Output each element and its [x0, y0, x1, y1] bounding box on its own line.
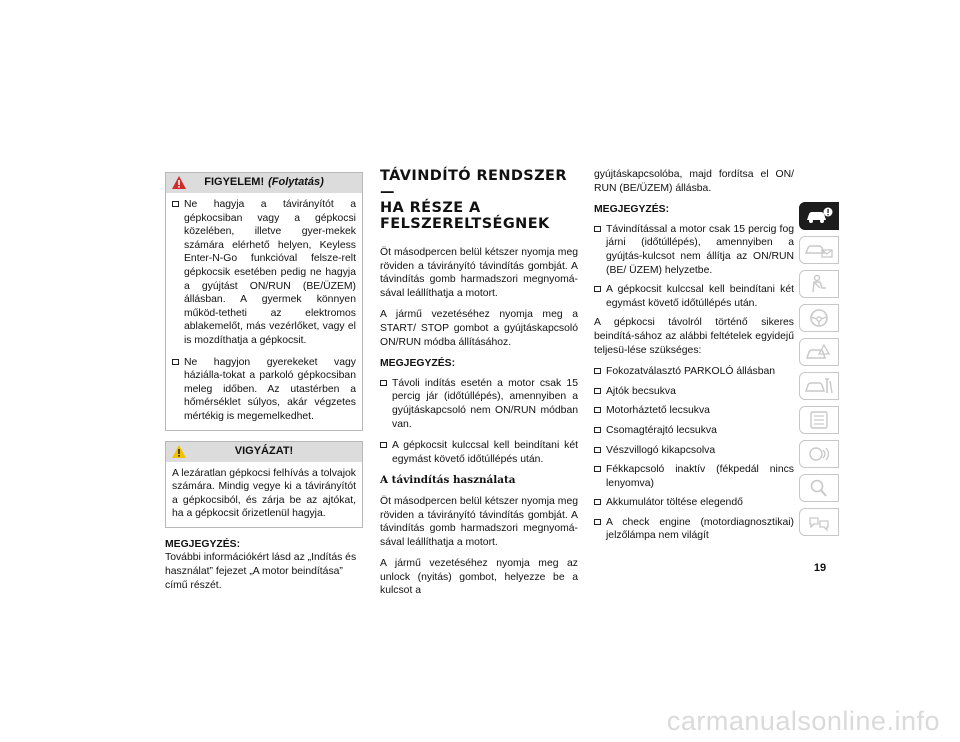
bullet-square-icon [594, 519, 601, 525]
tab-car-crash[interactable] [799, 338, 839, 366]
note-label: MEGJEGYZÉS: [594, 204, 670, 216]
list-item: Ne hagyja a távirányítót a gépkocsiban vagy a gépkocsi közelében, illetve gyer-mekek számára elérhető helyen, Keyless Enter-N-Go funkcióval felsze-relt gépkocsik esetében pedig ne hagyja a gyújtást ON/RUN (BE/ÜZEM) állásban. A gyermek könnyen működ-tetheti az elektromos ablakemelőt, más vezérlőket, vagy el is mozdíthatja a gépkocsit. [172, 198, 356, 348]
warning-box-title-suffix: (Folytatás) [268, 176, 324, 189]
bullet-square-icon [594, 368, 601, 374]
bullet-square-icon [172, 201, 179, 207]
bullet-square-icon [594, 286, 601, 292]
bullet-square-icon [594, 466, 601, 472]
tab-car-mail[interactable] [799, 236, 839, 264]
tab-car-info[interactable] [799, 202, 839, 230]
condition-item: Motorháztető lecsukva [594, 404, 794, 418]
car-crash-icon [804, 342, 834, 362]
tab-seat-safety[interactable] [799, 270, 839, 298]
paragraph: Öt másodpercen belül kétszer nyomja meg röviden a távirányító távindítás gombját. A távindítás gomb harmadszori megnyomá-sával leállíthatja a motort. [380, 247, 578, 299]
bullet-square-icon [594, 499, 601, 505]
paragraph: Öt másodpercen belül kétszer nyomja meg röviden a távirányító távindítás gombját. A távindítás gomb harmadszori megnyomá-sával leállíthatja a motort. [380, 495, 578, 548]
caution-box-header [166, 442, 362, 462]
list-item: A gépkocsit kulccsal kell beindítani két egymást követő időtúllépés után. [594, 283, 794, 310]
checklist-icon [804, 410, 834, 430]
tab-checklist[interactable] [799, 406, 839, 434]
warning-triangle-icon [171, 175, 187, 190]
watermark-text: carmanualsonline.info [666, 706, 940, 736]
bullet-square-icon [594, 226, 601, 232]
note-label: MEGJEGYZÉS: [380, 358, 456, 370]
caution-box-text: A lezáratlan gépkocsi felhívás a tolvajok számára. Mindig vegye ki a távirányítót a gépkocsiból, és zárja be az ajtókat, ha a gépkocsit őrizetlenül hagyja. [172, 467, 356, 520]
car-service-icon [804, 376, 834, 396]
car-info-icon [804, 206, 834, 226]
chapter-tabs [799, 202, 841, 542]
warning-box-title: FIGYELEM! [204, 176, 265, 189]
bullet-square-icon [594, 427, 601, 433]
bullet-square-icon [172, 359, 179, 365]
magnifier-icon [804, 478, 834, 498]
bullet-square-icon [380, 442, 387, 448]
tab-languages[interactable] [799, 508, 839, 536]
condition-item: Ajtók becsukva [594, 385, 794, 399]
caution-triangle-icon [171, 444, 187, 459]
condition-item: Fokozatválasztó PARKOLÓ állásban [594, 365, 794, 379]
multimedia-icon [804, 444, 834, 464]
condition-item: Csomagtérajtó lecsukva [594, 424, 794, 438]
bullet-square-icon [594, 407, 601, 413]
car-mail-icon [804, 240, 834, 260]
condition-item: Fékkapcsoló inaktív (fékpedál nincs lenyomva) [594, 463, 794, 490]
seat-safety-icon [804, 274, 834, 294]
tab-multimedia[interactable] [799, 440, 839, 468]
steering-wheel-icon [804, 308, 834, 328]
note-text: További információkért lásd az „Indítás és használat” fejezet „A motor beindítása” című részét. [165, 552, 357, 591]
bullet-square-icon [594, 388, 601, 394]
tab-car-service[interactable] [799, 372, 839, 400]
paragraph: A jármű vezetéséhez nyomja meg az unlock (nyitás) gombot, helyezze be a kulcsot a [380, 558, 578, 597]
paragraph: A gépkocsi távolról történő sikeres beindítá-sához az alábbi feltételek egyidejű teljesü-lése szükséges: [594, 317, 794, 356]
languages-icon [804, 512, 834, 532]
paragraph: gyújtáskapcsolóba, majd fordítsa el ON/ RUN (BE/ÜZEM) állásba. [594, 169, 794, 194]
condition-item: Akkumulátor töltése elegendő [594, 496, 794, 510]
middle-column [380, 168, 578, 606]
list-item: Távindítással a motor csak 15 percig fog járni (időtúllépés), amennyiben a gyújtás-kulcsot nem állítja az ON/RUN (BE/ ÜZEM) helyzetbe. [594, 223, 794, 277]
note-label: MEGJEGYZÉS: [165, 538, 241, 550]
condition-item: A check engine (motordiagnosztikai) jelzőlámpa nem világít [594, 516, 794, 543]
warning-box [165, 172, 363, 431]
left-column [165, 172, 363, 600]
caution-box-title: VIGYÁZAT! [234, 444, 294, 457]
list-item: Ne hagyjon gyerekeket vagy háziálla-tokat a parkoló gépkocsiban meleg időben. Az utastérben a hőmérséklet súlyos, akár végzetes mértékig is megemelkedhet. [172, 356, 356, 424]
tab-steering-wheel[interactable] [799, 304, 839, 332]
paragraph: A jármű vezetéséhez nyomja meg a START/ STOP gombot a gyújtáskapcsoló ON/RUN módba állításához. [380, 309, 578, 348]
list-item: A gépkocsit kulccsal kell beindítani két egymást követő időtúllépés után. [380, 439, 578, 466]
right-column [594, 168, 794, 549]
condition-item: Vészvillogó kikapcsolva [594, 444, 794, 458]
caution-box [165, 441, 363, 528]
section-title: TÁVINDÍTÓ RENDSZER — HA RÉSZE A FELSZERELTSÉGNEK [380, 168, 567, 232]
warning-box-header [166, 173, 362, 193]
tab-search[interactable] [799, 474, 839, 502]
bullet-square-icon [380, 380, 387, 386]
bullet-square-icon [594, 447, 601, 453]
page-number: 19 [813, 562, 827, 574]
list-item: Távoli indítás esetén a motor csak 15 percig jár (időtúllépés), amennyiben a gyújtáskapcsoló nem ON/RUN módban van. [380, 377, 578, 431]
subsection-title: A távindítás használata [380, 474, 516, 487]
